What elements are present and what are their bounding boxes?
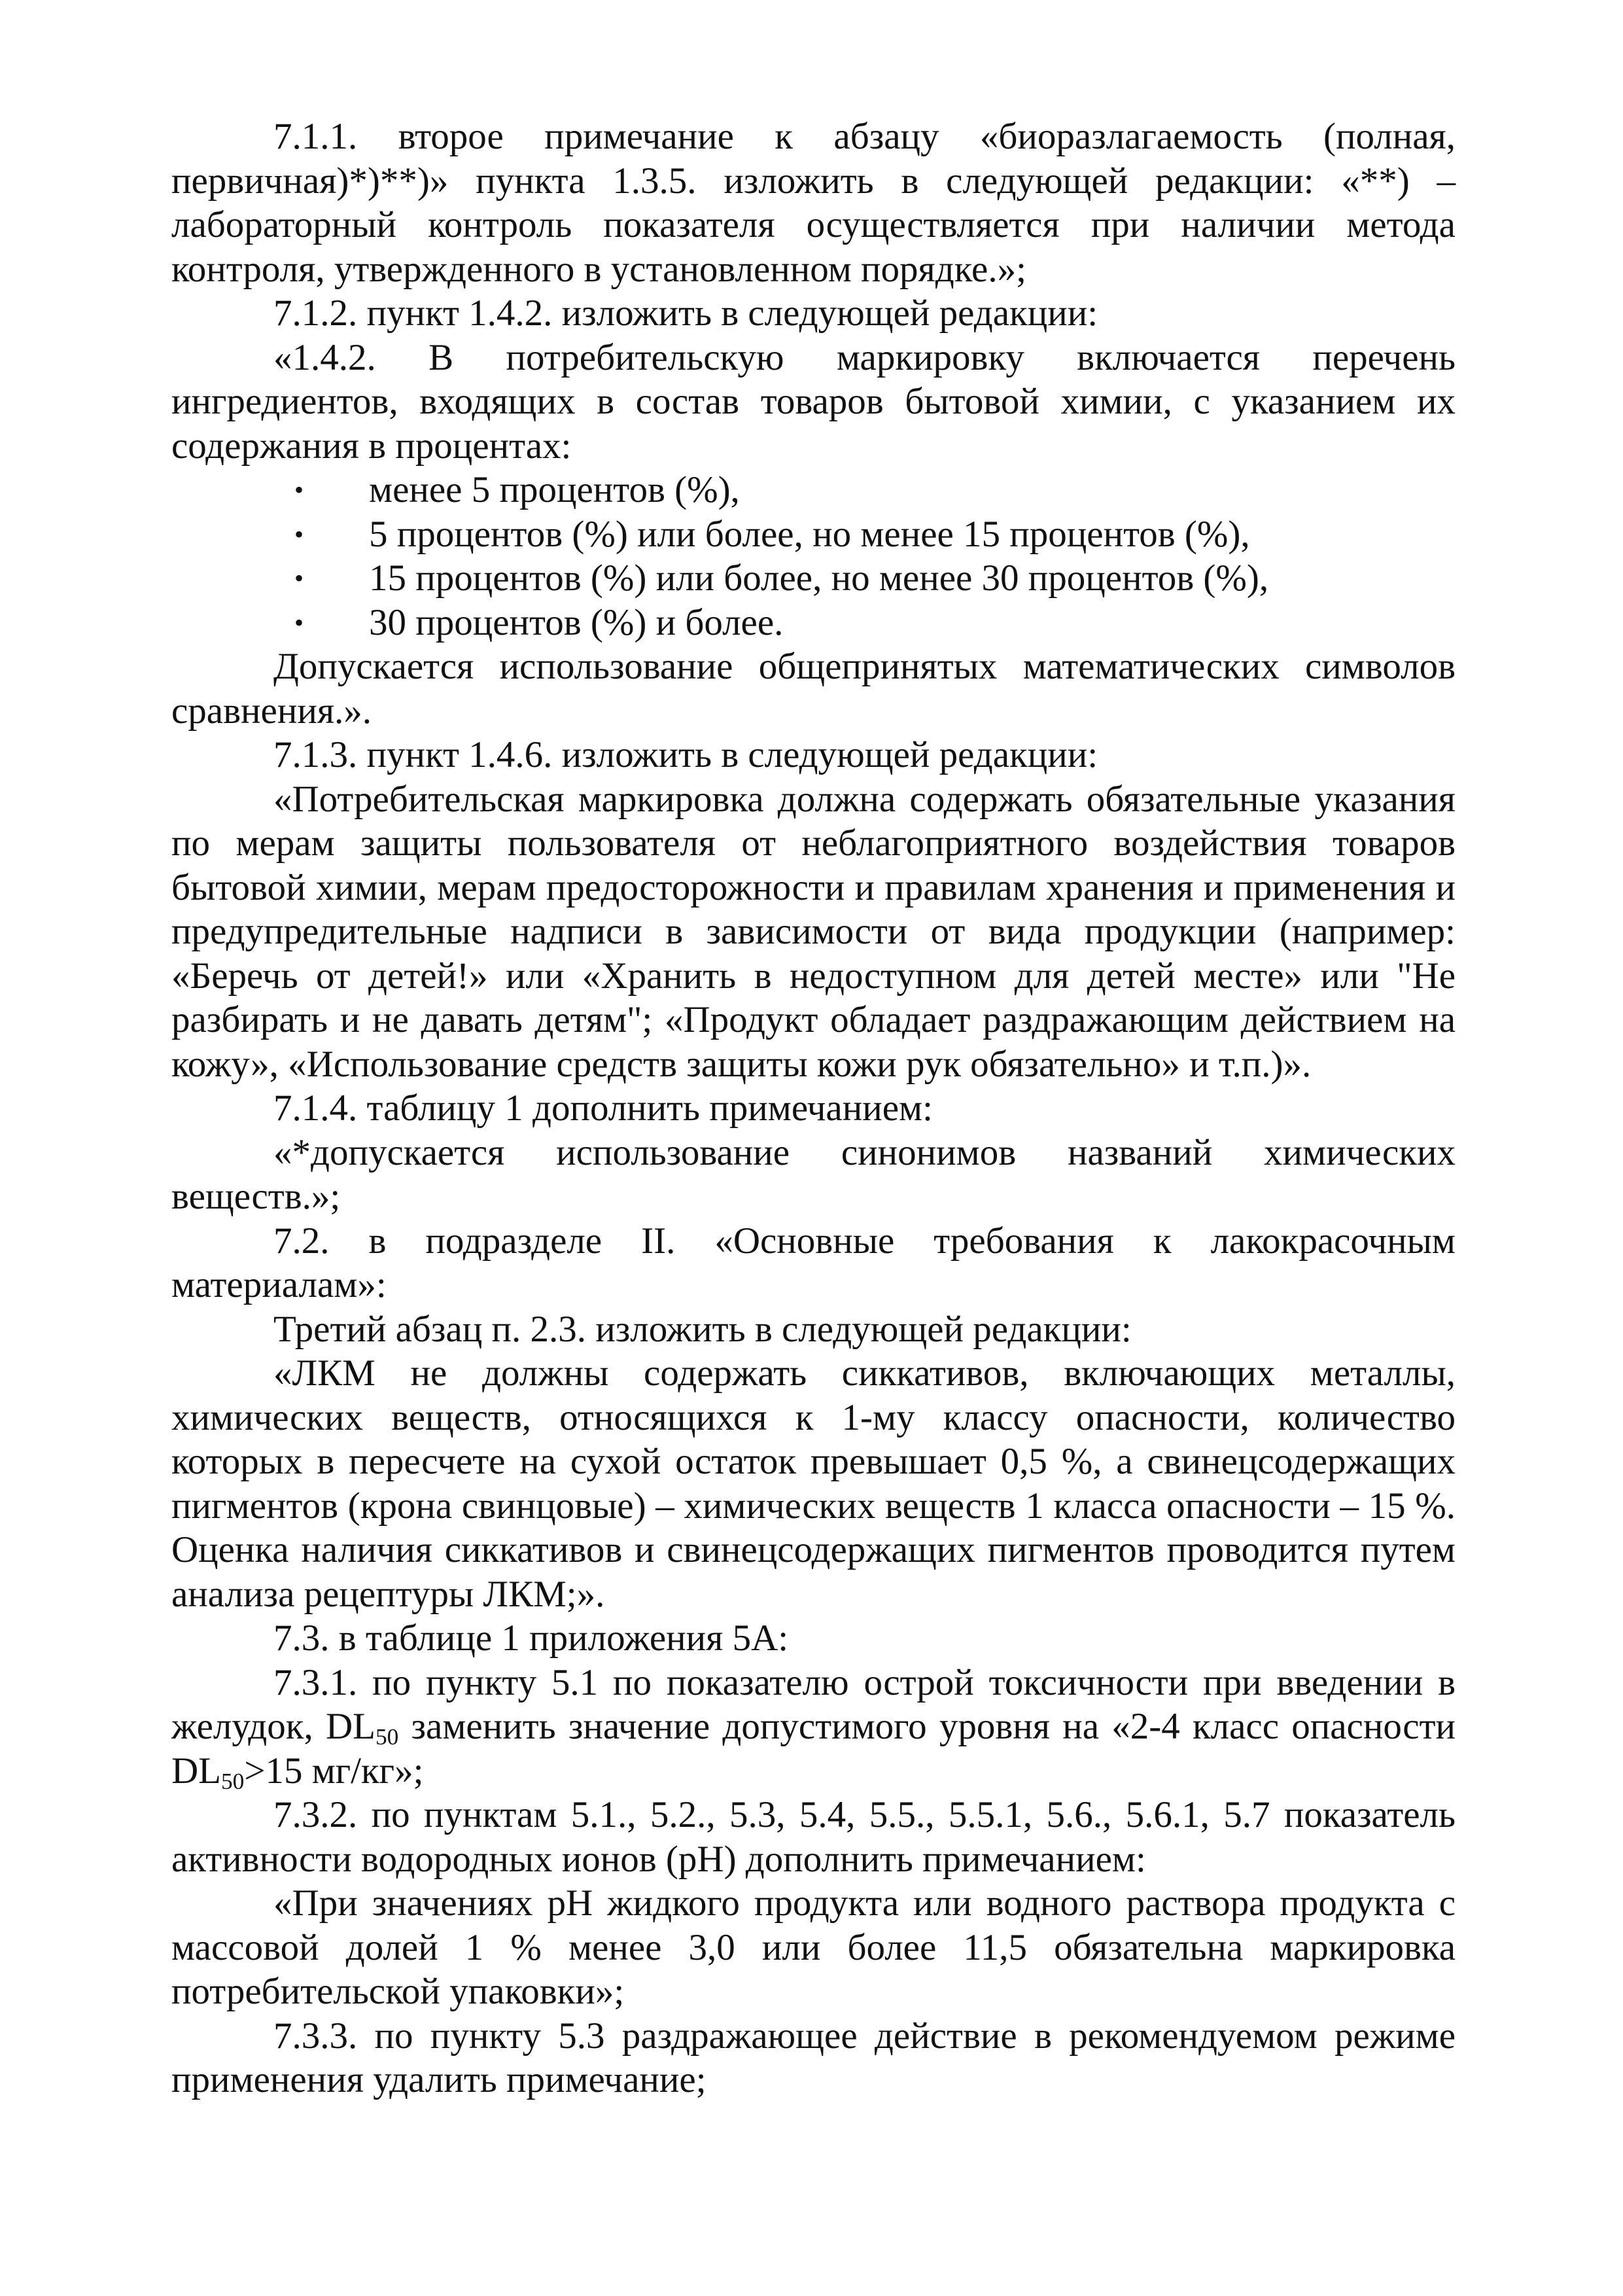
paragraph-7-3: 7.3. в таблице 1 приложения 5А: [273, 1617, 789, 1659]
paragraph-7-3-1-part-b: заменить значение допустимого уровня на «2-4 класс опасности DL [171, 1706, 1456, 1792]
paragraph-lkm-quote: «ЛКМ не должны содержать сиккативов, включающих металлы, химических веществ, относящихся к 1-му классу опасности, количество которых в пересчете на сухой остаток превышает 0,5 %, а свинецсодержащих пигментов (крона свинцовые) – химических веществ 1 класса опасности – 15 %. Оценка наличия сиккативов и свинецсодержащих пигментов проводится путем анализа рецептуры ЛКМ;». [171, 1352, 1456, 1615]
percent-list [171, 468, 1456, 645]
list-item-text: менее 5 процентов (%), [369, 469, 740, 510]
paragraph-7-1-4: 7.1.4. таблицу 1 дополнить примечанием: [273, 1087, 933, 1129]
bullet-icon: • [294, 563, 304, 593]
paragraph-1-4-2-quote: «1.4.2. В потребительскую маркировку включается перечень ингредиентов, входящих в состав товаров бытовой химии, с указанием их содержания в процентах: [171, 336, 1456, 467]
paragraph-7-3-1-part-a: 7.3.1. по пункту 5.1 по показателю острой токсичности при введении в желудок, DL [171, 1661, 1456, 1747]
paragraph-7-1-2: 7.1.2. пункт 1.4.2. изложить в следующей редакции: [273, 292, 1098, 334]
paragraph-7-1-3: 7.1.3. пункт 1.4.6. изложить в следующей редакции: [273, 734, 1098, 775]
paragraph-ph-quote: «При значениях pH жидкого продукта или водного раствора продукта с массовой долей 1 % менее 3,0 или более 11,5 обязательна маркировка потребительской упаковки»; [171, 1882, 1456, 2012]
list-item [171, 468, 1456, 512]
paragraph-comparison-symbols: Допускается использование общепринятых математических символов сравнения.». [171, 646, 1456, 732]
paragraph-7-3-1 [171, 1661, 1456, 1793]
subscript-50: 50 [220, 1768, 245, 1794]
list-item [171, 512, 1456, 557]
paragraph-7-2: 7.2. в подразделе II. «Основные требования к лакокрасочным материалам»: [171, 1220, 1456, 1305]
paragraph-7-3-3: 7.3.3. по пункту 5.3 раздражающее действие в рекомендуемом режиме применения удалить примечание; [171, 2015, 1456, 2100]
paragraph-7-1-1: 7.1.1. второе примечание к абзацу «биоразлагаемость (полная, первичная)*)**)» пункта 1.3.5. изложить в следующей редакции: «**) – лабораторный контроль показателя осуществляется при наличии метода контроля, утвержденного в установленном порядке.»; [171, 116, 1456, 290]
list-item-text: 15 процентов (%) или более, но менее 30 процентов (%), [369, 557, 1269, 599]
list-item-text: 30 процентов (%) и более. [369, 601, 784, 643]
paragraph-7-3-1-part-c: >15 мг/кг»; [244, 1750, 424, 1792]
bullet-icon: • [294, 519, 304, 549]
list-item [171, 556, 1456, 601]
paragraph-third-abzac: Третий абзац п. 2.3. изложить в следующей редакции: [273, 1308, 1132, 1350]
list-item [171, 601, 1456, 645]
paragraph-7-3-2: 7.3.2. по пунктам 5.1., 5.2., 5.3, 5.4, 5.5., 5.5.1, 5.6., 5.6.1, 5.7 показатель активности водородных ионов (pH) дополнить примечанием: [171, 1794, 1456, 1880]
subscript-50: 50 [375, 1723, 399, 1750]
document-page [171, 115, 1456, 2102]
bullet-icon: • [294, 607, 304, 637]
bullet-icon: • [294, 475, 304, 504]
paragraph-consumer-labeling-quote: «Потребительская маркировка должна содержать обязательные указания по мерам защиты пользователя от неблагоприятного воздействия товаров бытовой химии, мерам предосторожности и правилам хранения и применения и предупредительные надписи в зависимости от вида продукции (например: «Беречь от детей!» или «Хранить в недоступном для детей месте» или "Не разбирать и не давать детям"; «Продукт обладает раздражающим действием на кожу», «Использование средств защиты кожи рук обязательно» и т.п.)». [171, 778, 1456, 1085]
paragraph-synonyms-quote: «*допускается использование синонимов названий химических веществ.»; [171, 1131, 1456, 1217]
list-item-text: 5 процентов (%) или более, но менее 15 процентов (%), [369, 513, 1250, 555]
